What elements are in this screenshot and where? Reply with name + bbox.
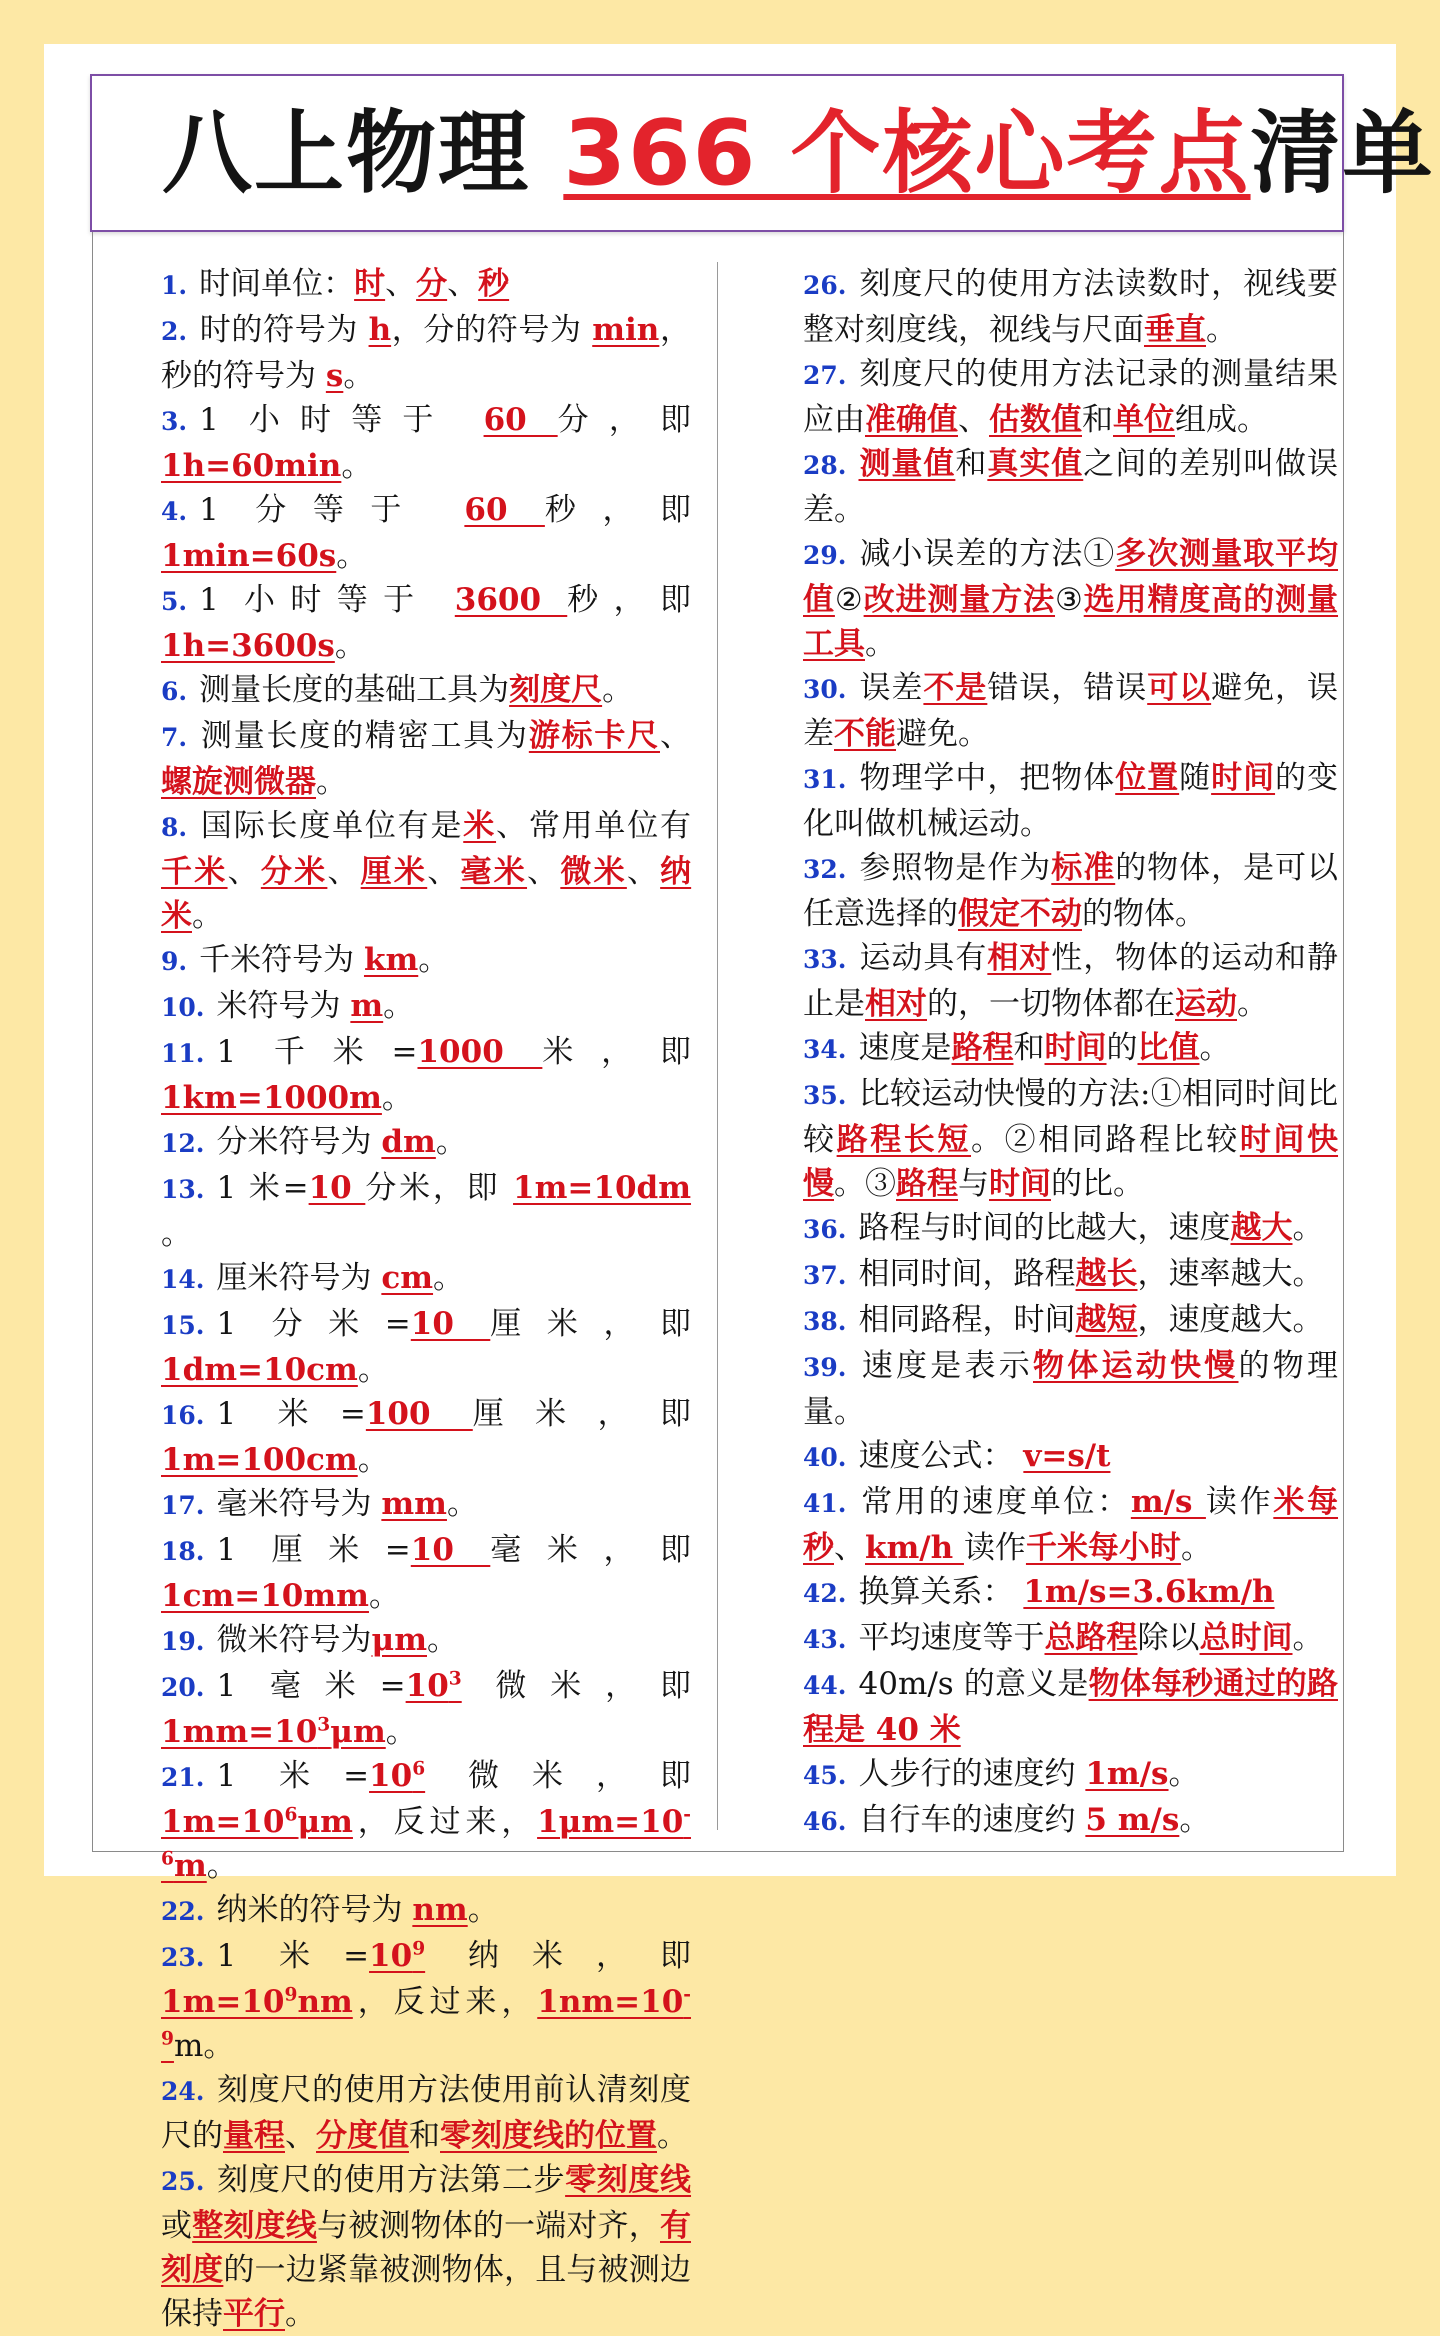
keyword-answer: 时间: [989, 1166, 1051, 1202]
keyword-answer: 1cm=10mm: [161, 1578, 369, 1614]
list-item: 37. 相同时间，路程越长，速率越大。: [803, 1252, 1338, 1298]
keyword-answer: 单位: [1113, 402, 1175, 438]
keyword-answer: 毫米: [460, 854, 528, 890]
keyword-answer: 零刻度线: [565, 2162, 692, 2198]
item-number: 11.: [161, 1039, 205, 1068]
list-item: 15. 1 分米=10 厘米，即 1dm=10cm。: [161, 1306, 692, 1388]
list-item: 21. 1 米$=10^6$ 微米，即 $1m=10^6\mu m$，反过来，$1\mu m=10^{-6}m$。: [161, 1758, 691, 1884]
item-number: 3.: [161, 407, 188, 436]
keyword-answer: 60: [483, 402, 558, 438]
keyword-answer: 比值: [1137, 1030, 1200, 1066]
list-item: 8. 国际长度单位有是米、常用单位有千米、分米、厘米、毫米、微米、纳米。: [161, 808, 692, 934]
keyword-answer: $1m=10^9nm$: [161, 1984, 353, 2020]
list-item: 17. 毫米符号为 mm。: [161, 1482, 691, 1528]
list-item: 44. 40m/s 的意义是物体每秒通过的路程是 40 米: [803, 1666, 1338, 1748]
keyword-answer: $10^3$: [405, 1668, 462, 1704]
list-item: 12. 分米符号为 dm。: [161, 1120, 691, 1166]
item-number: 2.: [161, 317, 188, 346]
keyword-answer: 1min=60s: [161, 538, 337, 574]
keyword-answer: 1m/s: [1085, 1756, 1169, 1792]
list-item: 26. 刻度尺的使用方法读数时，视线要整对刻度线，视线与尺面垂直。: [803, 266, 1338, 348]
keyword-answer: 1km=1000m: [161, 1080, 382, 1116]
keyword-answer: $1nm=10^{-9}$: [161, 1984, 691, 2050]
item-number: 21.: [161, 1763, 205, 1792]
list-item: 29. 减小误差的方法①多次测量取平均值②改进测量方法③选用精度高的测量工具。: [803, 536, 1339, 662]
title-suffix: 清单: [1250, 101, 1435, 206]
keyword-answer: 标准: [1051, 850, 1116, 886]
title-prefix: 八上物理: [162, 101, 564, 206]
item-number: 14.: [161, 1265, 205, 1294]
item-number: 33.: [803, 945, 847, 974]
keyword-answer: 假定不动: [958, 896, 1082, 932]
keyword-answer: $10^6$: [369, 1758, 426, 1794]
list-item: 16. 1 米=100 厘米，即 1m=100cm。: [161, 1396, 691, 1478]
keyword-answer: 时间: [1211, 760, 1276, 796]
list-item: 4. 1 分等于 60 秒，即 1min=60s。: [161, 492, 692, 574]
list-item: 3. 1 小时等于 60 分，即 1h=60min。: [161, 402, 692, 484]
keyword-answer: 千米每小时: [1025, 1530, 1181, 1566]
list-item: 10. 米符号为 m。: [161, 984, 691, 1030]
item-number: 13.: [161, 1175, 205, 1204]
item-number: 40.: [803, 1443, 847, 1472]
list-item: 18. 1 厘米=10 毫米，即 1cm=10mm。: [161, 1532, 692, 1614]
list-item: 38. 相同路程，时间越短，速度越大。: [803, 1298, 1338, 1344]
list-item: 7. 测量长度的精密工具为游标卡尺、螺旋测微器。: [161, 718, 691, 800]
keyword-answer: 10: [410, 1306, 491, 1342]
item-number: 38.: [803, 1307, 847, 1336]
item-number: 16.: [161, 1401, 205, 1430]
keyword-answer: 时间: [1044, 1030, 1107, 1066]
list-item: 11. 1 千米=1000 米，即 1km=1000m。: [161, 1034, 691, 1116]
keyword-answer: 60: [464, 492, 545, 528]
list-item: 34. 速度是路程和时间的比值。: [803, 1026, 1338, 1072]
list-item: 23. 1 米$=10^9$ 纳米，即 $1m=10^9nm$，反过来，$1nm=10^{-9}m$。: [161, 1938, 691, 2064]
list-item: 24. 刻度尺的使用方法使用前认清刻度尺的量程、分度值和零刻度线的位置。: [161, 2072, 691, 2154]
content-frame: [92, 232, 1344, 2332]
item-number: 43.: [803, 1625, 847, 1654]
keyword-answer: mm: [381, 1486, 447, 1522]
keyword-answer: min: [592, 312, 660, 348]
keyword-answer: m: [350, 988, 384, 1024]
title-highlight: 366 个核心考点: [563, 101, 1251, 206]
list-item: 9. 千米符号为 km。: [161, 938, 691, 984]
list-item: 35. 比较运动快慢的方法:①相同时间比较路程长短。②相同路程比较时间快慢。③路程与时间的比。: [803, 1076, 1339, 1202]
keyword-answer: 总时间: [1199, 1620, 1293, 1656]
list-item: 46. 自行车的速度约 5 m/s。: [803, 1798, 1338, 1844]
keyword-answer: 路程: [951, 1030, 1014, 1066]
list-item: 31. 物理学中，把物体位置随时间的变化叫做机械运动。: [803, 760, 1339, 842]
item-number: 25.: [161, 2167, 205, 2196]
item-number: 27.: [803, 361, 847, 390]
keyword-answer: 秒: [478, 266, 510, 302]
keyword-answer: dm: [381, 1124, 436, 1160]
item-number: 4.: [161, 497, 188, 526]
item-number: 23.: [161, 1943, 205, 1972]
keyword-answer: 微米: [560, 854, 627, 890]
left-column: [161, 262, 691, 2336]
item-number: 31.: [803, 765, 847, 794]
list-item: 36. 路程与时间的比越大，速度越大。: [803, 1206, 1338, 1252]
keyword-answer: 路程长短: [836, 1122, 972, 1158]
keyword-answer: 1000: [417, 1034, 543, 1070]
keyword-answer: 相对: [865, 986, 927, 1022]
item-number: 29.: [803, 541, 847, 570]
list-item: 22. 纳米的符号为 nm。: [161, 1888, 691, 1934]
item-number: 35.: [803, 1081, 847, 1110]
list-item: 40. 速度公式： v=s/t: [803, 1434, 1338, 1480]
keyword-answer: 1m=10dm: [513, 1170, 692, 1206]
item-number: 8.: [161, 813, 188, 842]
list-item: 39. 速度是表示物体运动快慢的物理量。: [803, 1348, 1338, 1430]
keyword-answer: 量程: [223, 2118, 285, 2154]
item-number: 30.: [803, 675, 847, 704]
item-number: 24.: [161, 2077, 205, 2106]
list-item: 19. 微米符号为μm。: [161, 1618, 691, 1664]
keyword-answer: 运动: [1175, 986, 1237, 1022]
item-number: 10.: [161, 993, 205, 1022]
keyword-answer: 分度值: [316, 2118, 409, 2154]
list-item: 2. 时的符号为 h，分的符号为 min，秒的符号为 s。: [161, 312, 691, 394]
keyword-answer: 1dm=10cm: [161, 1352, 358, 1388]
keyword-answer: $1\mu m=10^{-6}m$: [161, 1804, 691, 1884]
list-item: 25. 刻度尺的使用方法第二步零刻度线或整刻度线与被测物体的一端对齐，有刻度的一边紧靠被测物体，且与被测边保持平行。: [161, 2162, 692, 2332]
item-number: 18.: [161, 1537, 205, 1566]
item-number: 42.: [803, 1579, 847, 1608]
item-number: 44.: [803, 1671, 847, 1700]
item-number: 28.: [803, 451, 847, 480]
keyword-answer: 纳米: [161, 854, 692, 934]
item-number: 12.: [161, 1129, 205, 1158]
keyword-answer: km/h: [865, 1530, 964, 1566]
list-item: 20. 1 毫米$=10^3$ 微米，即 $1mm=10^3\mu m$。: [161, 1668, 691, 1750]
item-number: 1.: [161, 271, 188, 300]
item-number: 5.: [161, 587, 188, 616]
item-number: 22.: [161, 1897, 205, 1926]
keyword-answer: 不是: [923, 670, 988, 706]
list-item: 33. 运动具有相对性，物体的运动和静止是相对的，一切物体都在运动。: [803, 940, 1339, 1022]
keyword-answer: 1m/s=3.6km/h: [1023, 1574, 1275, 1610]
item-number: 37.: [803, 1261, 847, 1290]
item-number: 17.: [161, 1491, 205, 1520]
item-number: 32.: [803, 855, 847, 884]
item-number: 26.: [803, 271, 847, 300]
item-number: 46.: [803, 1807, 847, 1836]
keyword-answer: 零刻度线的位置: [440, 2118, 657, 2154]
keyword-answer: m/s: [1130, 1484, 1206, 1520]
keyword-answer: 10: [410, 1532, 491, 1568]
keyword-answer: 时: [354, 266, 386, 302]
keyword-answer: 路程: [896, 1166, 958, 1202]
keyword-answer: 平行: [223, 2296, 285, 2332]
item-number: 34.: [803, 1035, 847, 1064]
list-item: 13. 1 米=10 分米，即 1m=10dm 。: [161, 1170, 692, 1252]
keyword-answer: $10^9$: [369, 1938, 426, 1974]
item-number: 20.: [161, 1673, 205, 1702]
list-item: 6. 测量长度的基础工具为刻度尺。: [161, 668, 691, 714]
keyword-answer: 刻度尺: [509, 672, 603, 708]
list-item: 5. 1 小时等于 3600 秒，即 1h=3600s。: [161, 582, 691, 664]
list-item: 27. 刻度尺的使用方法记录的测量结果应由准确值、估数值和单位组成。: [803, 356, 1338, 438]
item-number: 9.: [161, 947, 188, 976]
keyword-answer: 可以: [1147, 670, 1212, 706]
item-number: 45.: [803, 1761, 847, 1790]
item-number: 39.: [803, 1353, 847, 1382]
keyword-answer: μm: [371, 1622, 427, 1658]
keyword-answer: 游标卡尺: [528, 718, 660, 754]
keyword-answer: 多次测量取平均值: [803, 536, 1339, 618]
page-title: [162, 94, 1435, 214]
keyword-answer: 估数值: [989, 402, 1082, 438]
keyword-answer: 1h=60min: [161, 448, 342, 484]
keyword-answer: 1h=3600s: [161, 628, 335, 664]
keyword-answer: 5 m/s: [1085, 1802, 1180, 1838]
keyword-answer: 越长: [1075, 1256, 1138, 1292]
keyword-answer: s: [325, 358, 344, 394]
item-number: 19.: [161, 1627, 205, 1656]
keyword-answer: 千米: [161, 854, 228, 890]
keyword-answer: 位置: [1115, 760, 1180, 796]
keyword-answer: 改进测量方法: [863, 582, 1056, 618]
item-number: 41.: [803, 1489, 847, 1518]
keyword-answer: 时间快慢: [803, 1122, 1339, 1202]
keyword-answer: 1m=100cm: [161, 1442, 358, 1478]
keyword-answer: 测量值: [858, 446, 956, 482]
keyword-answer: 垂直: [1144, 312, 1206, 348]
list-item: 42. 换算关系： 1m/s=3.6km/h: [803, 1570, 1338, 1616]
keyword-answer: 越短: [1075, 1302, 1138, 1338]
keyword-answer: 3600: [454, 582, 568, 618]
item-number: 6.: [161, 677, 188, 706]
keyword-answer: 物体运动快慢: [1033, 1348, 1239, 1384]
keyword-answer: 米每秒: [803, 1484, 1339, 1566]
keyword-answer: $1mm=10^3\mu m$: [161, 1714, 386, 1750]
keyword-answer: 整刻度线: [192, 2208, 317, 2244]
keyword-answer: 物体每秒通过的路程是 40 米: [803, 1666, 1338, 1748]
keyword-answer: $1m=10^6\mu m$: [161, 1804, 353, 1840]
right-column: [803, 262, 1338, 1844]
column-divider: [717, 262, 718, 1830]
keyword-answer: v=s/t: [1023, 1438, 1111, 1474]
keyword-answer: cm: [381, 1260, 434, 1296]
keyword-answer: 有刻度: [161, 2208, 691, 2288]
keyword-answer: nm: [412, 1892, 468, 1928]
list-item: 28. 测量值和真实值之间的差别叫做误差。: [803, 446, 1339, 528]
item-number: 36.: [803, 1215, 847, 1244]
list-item: 14. 厘米符号为 cm。: [161, 1256, 691, 1302]
list-item: 30. 误差不是错误，错误可以避免，误差不能避免。: [803, 670, 1339, 752]
keyword-answer: 100: [365, 1396, 473, 1432]
keyword-answer: 10: [308, 1170, 366, 1206]
keyword-answer: 真实值: [987, 446, 1084, 482]
list-item: 43. 平均速度等于总路程除以总时间。: [803, 1616, 1338, 1662]
keyword-answer: 相对: [987, 940, 1052, 976]
keyword-answer: 分: [416, 266, 448, 302]
keyword-answer: 米: [463, 808, 497, 844]
keyword-answer: 分米: [260, 854, 328, 890]
keyword-answer: 螺旋测微器: [161, 764, 316, 800]
keyword-answer: 越大: [1230, 1210, 1293, 1246]
keyword-answer: km: [363, 942, 419, 978]
keyword-answer: 不能: [834, 716, 896, 752]
list-item: 45. 人步行的速度约 1m/s。: [803, 1752, 1338, 1798]
item-number: 7.: [161, 723, 188, 752]
keyword-answer: 厘米: [360, 854, 428, 890]
keyword-answer: 总路程: [1044, 1620, 1138, 1656]
list-item: 41. 常用的速度单位：m/s 读作米每秒、km/h 读作千米每小时。: [803, 1484, 1339, 1566]
keyword-answer: h: [368, 312, 392, 348]
keyword-answer: 选用精度高的测量工具: [803, 582, 1339, 662]
list-item: 1. 时间单位：时、分、秒: [161, 262, 691, 308]
title-box: [90, 74, 1435, 232]
list-item: 32. 参照物是作为标准的物体，是可以任意选择的假定不动的物体。: [803, 850, 1339, 932]
keyword-answer: 准确值: [865, 402, 958, 438]
item-number: 15.: [161, 1311, 205, 1340]
